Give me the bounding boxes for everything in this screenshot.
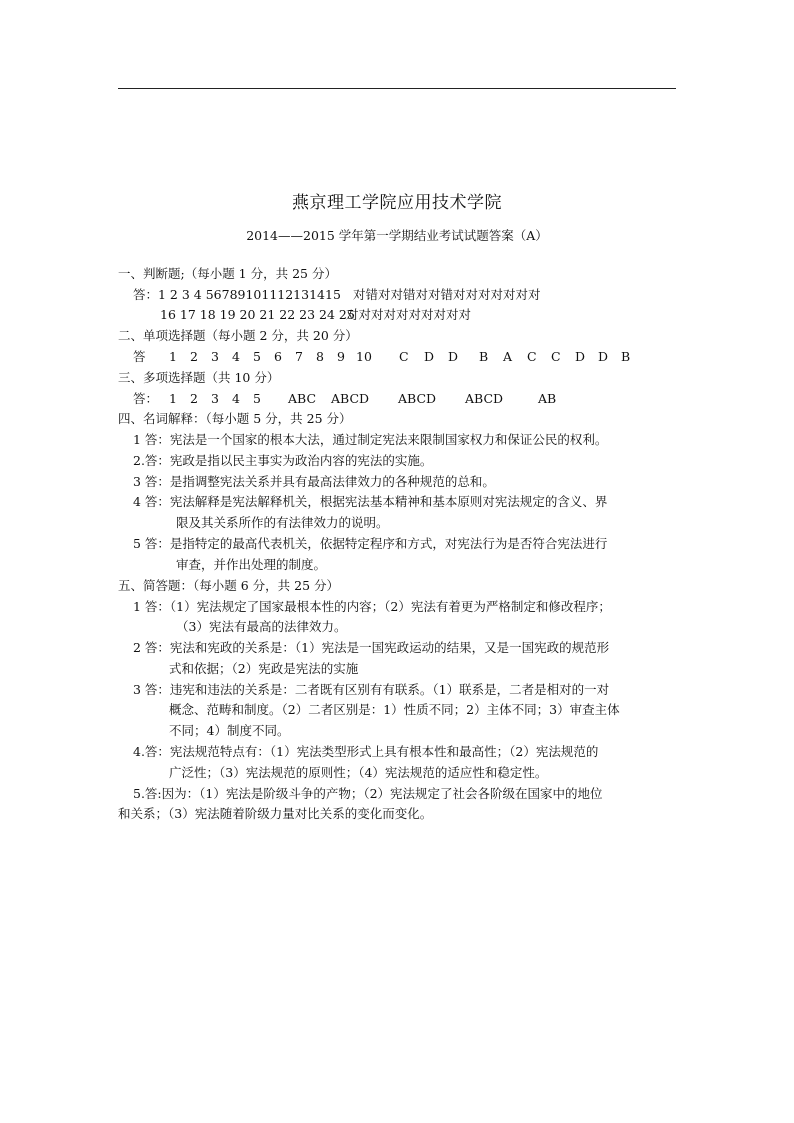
s1-line1-numbers: 答：1 2 3 4 56789101112131415 [133,287,341,302]
s3-num: 1 [169,391,177,406]
s4-answer-2: 2.答：宪政是指以民主事实为政治内容的宪法的实施。 [133,453,433,468]
s2-answer: B [479,349,489,364]
s2-answer: D [448,349,459,364]
school-title: 燕京理工学院应用技术学院 [292,193,502,213]
s2-answer: A [503,349,513,364]
header-rule [118,88,676,89]
s2-answer: C [399,349,409,364]
s3-answer: ABCD [465,391,504,406]
s2-answer-row [0,349,794,365]
s2-num: 5 [253,349,261,364]
s1-line2-answers: 对对对对对对对对对对 [346,307,472,322]
s5-answer-3-line1: 3 答：违宪和违法的关系是：二者既有区别有有联系。（1）联系是，二者是相对的一对 [133,682,610,697]
s2-num: 6 [274,349,282,364]
s2-num: 3 [211,349,219,364]
section-1-heading: 一、判断题;（每小题 1 分，共 25 分） [118,266,337,281]
s3-answer-row [0,391,794,407]
s1-line1-answers: 对错对对错对对错对对对对对对对 [353,287,541,302]
s3-num: 4 [232,391,240,406]
s3-prefix: 答： [133,391,159,406]
s2-prefix: 答 [133,349,146,364]
s2-answer: C [551,349,561,364]
s2-num: 10 [356,349,372,364]
section-3-heading: 三、多项选择题（共 10 分） [118,370,280,385]
s5-answer-5-line2: 和关系；（3）宪法随着阶级力量对比关系的变化而变化。 [118,806,433,821]
s3-answer: ABC [288,391,317,406]
s4-answer-5-line1: 5 答：是指特定的最高代表机关，依据特定程序和方式，对宪法行为是否符合宪法进行 [133,536,608,551]
s4-answer-5-line2: 审查，并作出处理的制度。 [176,557,327,572]
section-4-heading: 四、名词解释：（每小题 5 分，共 25 分） [118,411,352,426]
s2-answer: D [575,349,586,364]
s2-num: 1 [169,349,177,364]
s2-num: 4 [232,349,240,364]
s3-answer: ABCD [331,391,370,406]
s5-answer-1-line2: （3）宪法有最高的法律效力。 [176,619,347,634]
s5-answer-3-line3: 不同；4）制度不同。 [169,723,290,738]
s4-answer-4-line1: 4 答：宪法解释是宪法解释机关，根据宪法基本精神和基本原则对宪法规定的含义、界 [133,494,608,509]
s5-answer-3-line2: 概念、范畴和制度。（2）二者区别是：1）性质不同；2）主体不同；3）审查主体 [169,702,620,717]
s4-answer-1: 1 答：宪法是一个国家的根本大法，通过制定宪法来限制国家权力和保证公民的权利。 [133,432,608,447]
section-2-heading: 二、单项选择题（每小题 2 分，共 20 分） [118,328,358,343]
s4-answer-3: 3 答：是指调整宪法关系并具有最高法律效力的各种规范的总和。 [133,474,495,489]
s2-answer: B [621,349,631,364]
s5-answer-1-line1: 1 答：（1）宪法规定了国家最根本性的内容；（2）宪法有着更为严格制定和修改程序； [133,599,611,614]
s3-num: 3 [211,391,219,406]
s5-answer-4-line2: 广泛性；（3）宪法规范的原则性；（4）宪法规范的适应性和稳定性。 [169,765,548,780]
s5-answer-2-line1: 2 答：宪法和宪政的关系是：（1）宪法是一国宪政运动的结果，又是一国宪政的规范形 [133,640,610,655]
s2-num: 8 [316,349,324,364]
s5-answer-4-line1: 4.答：宪法规范特点有：（1）宪法类型形式上具有根本性和最高性；（2）宪法规范的 [133,744,599,759]
section-5-heading: 五、简答题：（每小题 6 分，共 25 分） [118,578,340,593]
s5-answer-2-line2: 式和依据；（2）宪政是宪法的实施 [169,661,359,676]
s2-num: 2 [190,349,198,364]
s2-answer: C [527,349,537,364]
s5-answer-5-line1: 5.答:因为：（1）宪法是阶级斗争的产物；（2）宪法规定了社会各阶级在国家中的地位 [133,786,603,801]
s2-num: 7 [295,349,303,364]
s4-answer-4-line2: 限及其关系所作的有法律效力的说明。 [176,515,389,530]
exam-subtitle: 2014——2015 学年第一学期结业考试试题答案（A） [246,228,548,243]
s3-answer: AB [538,391,557,406]
s3-answer: ABCD [398,391,437,406]
s2-answer: D [598,349,609,364]
s1-line2-numbers: 16 17 18 19 20 21 22 23 24 25 [160,307,355,322]
s3-num: 5 [253,391,261,406]
s3-num: 2 [190,391,198,406]
s2-num: 9 [337,349,345,364]
s2-answer: D [424,349,435,364]
